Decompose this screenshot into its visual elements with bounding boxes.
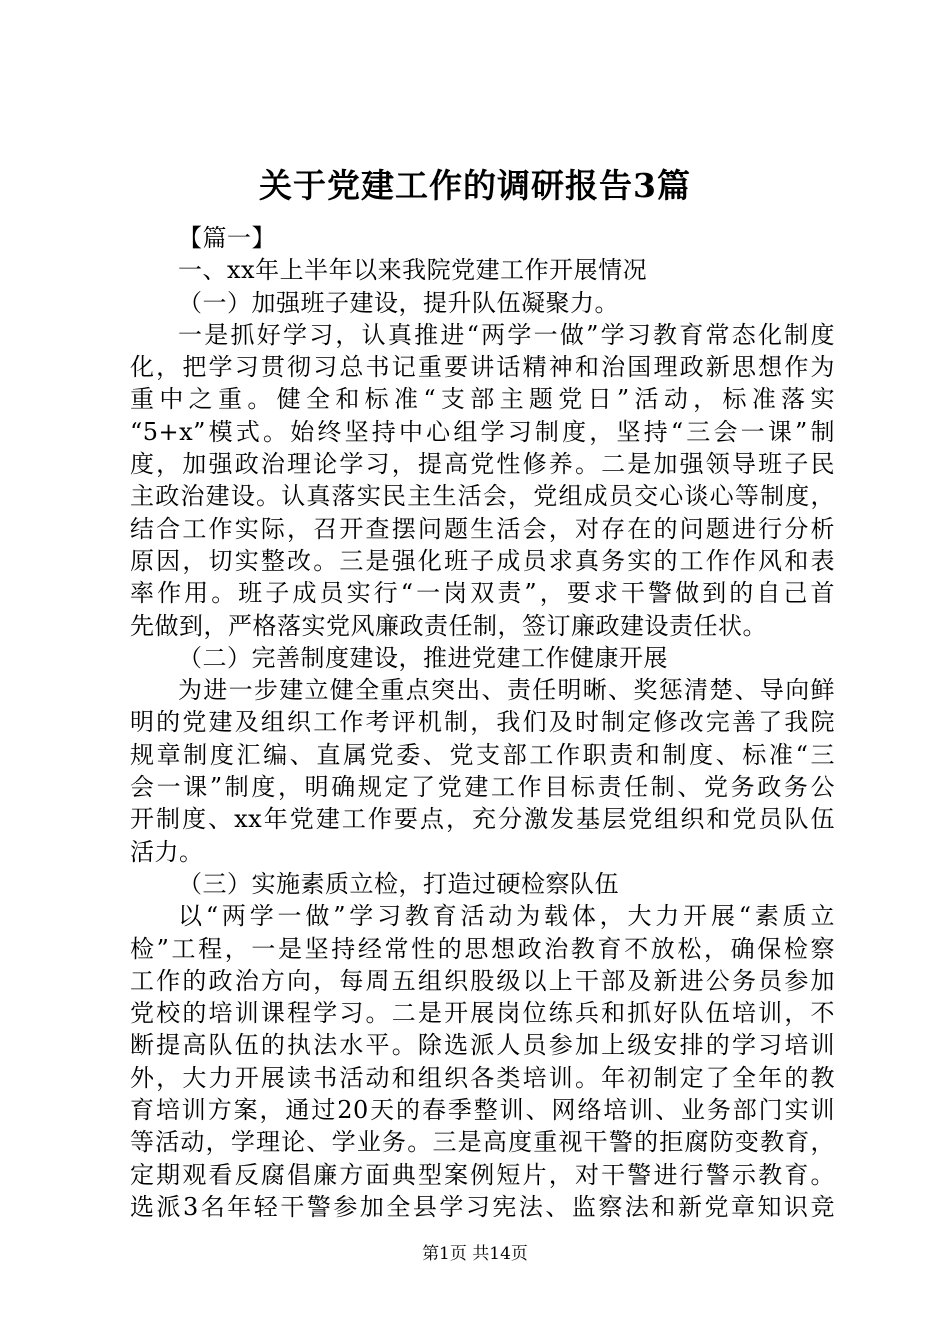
- paragraph-line: 以“两学一做”学习教育活动为载体，大力开展“素质立: [178, 902, 835, 931]
- paragraph-line: 定期观看反腐倡廉方面典型案例短片，对干警进行警示教育。: [130, 1160, 835, 1189]
- paragraph-line: 育培训方案，通过20天的春季整训、网络培训、业务部门实训: [130, 1096, 835, 1125]
- document-body: [130, 222, 835, 1223]
- paragraph-line: 为进一步建立健全重点突出、责任明晰、奖惩清楚、导向鲜: [178, 676, 835, 705]
- document-title: 关于党建工作的调研报告3篇: [259, 166, 691, 205]
- heading-1: 一、xx年上半年以来我院党建工作开展情况: [178, 256, 648, 285]
- paragraph-line: “5+x”模式。始终坚持中心组学习制度，坚持“三会一课”制: [130, 417, 835, 446]
- paragraph-line: 选派3名年轻干警参加全县学习宪法、监察法和新党章知识竞: [130, 1192, 835, 1221]
- sub-heading-2: （二）完善制度建设，推进党建工作健康开展: [178, 643, 668, 672]
- paragraph-line: 活力。: [130, 837, 204, 866]
- paragraph-line: 工作的政治方向，每周五组织股级以上干部及新进公务员参加: [130, 966, 835, 995]
- sub-heading-1: （一）加强班子建设，提升队伍凝聚力。: [178, 288, 619, 317]
- paragraph-line: 率作用。班子成员实行“一岗双责”，要求干警做到的自己首: [130, 579, 835, 608]
- paragraph-line: 化，把学习贯彻习总书记重要讲话精神和治国理政新思想作为: [130, 353, 835, 382]
- paragraph-line: 明的党建及组织工作考评机制，我们及时制定修改完善了我院: [130, 708, 835, 737]
- paragraph-line: 一是抓好学习，认真推进“两学一做”学习教育常态化制度: [178, 320, 835, 349]
- paragraph-line: 断提高队伍的执法水平。除选派人员参加上级安排的学习培训: [130, 1031, 835, 1060]
- page-footer: 第1页 共14页: [422, 1244, 528, 1264]
- paragraph-line: 先做到，严格落实党风廉政责任制，签订廉政建设责任状。: [130, 611, 767, 640]
- paragraph-line: 规章制度汇编、直属党委、党支部工作职责和制度、标准“三: [130, 740, 835, 769]
- paragraph-line: 度，加强政治理论学习，提高党性修养。二是加强领导班子民: [130, 450, 835, 479]
- paragraph-line: 原因，切实整改。三是强化班子成员求真务实的工作作风和表: [130, 546, 835, 575]
- paragraph-line: 等活动，学理论、学业务。三是高度重视干警的拒腐防变教育，: [130, 1128, 835, 1157]
- paragraph-line: 开制度、xx年党建工作要点，充分激发基层党组织和党员队伍: [130, 805, 835, 834]
- paragraph-line: 外，大力开展读书活动和组织各类培训。年初制定了全年的教: [130, 1063, 835, 1092]
- section-label: 【篇一】: [178, 224, 276, 252]
- paragraph-line: 主政治建设。认真落实民主生活会，党组成员交心谈心等制度，: [130, 482, 835, 511]
- paragraph-line: 会一课”制度，明确规定了党建工作目标责任制、党务政务公: [130, 773, 835, 802]
- paragraph-line: 重中之重。健全和标准“支部主题党日”活动，标准落实: [130, 385, 835, 414]
- sub-heading-3: （三）实施素质立检，打造过硬检察队伍: [178, 869, 619, 898]
- paragraph-line: 党校的培训课程学习。二是开展岗位练兵和抓好队伍培训，不: [130, 999, 835, 1028]
- paragraph-line: 结合工作实际，召开查摆问题生活会，对存在的问题进行分析: [130, 514, 835, 543]
- paragraph-line: 检”工程，一是坚持经常性的思想政治教育不放松，确保检察: [130, 934, 835, 963]
